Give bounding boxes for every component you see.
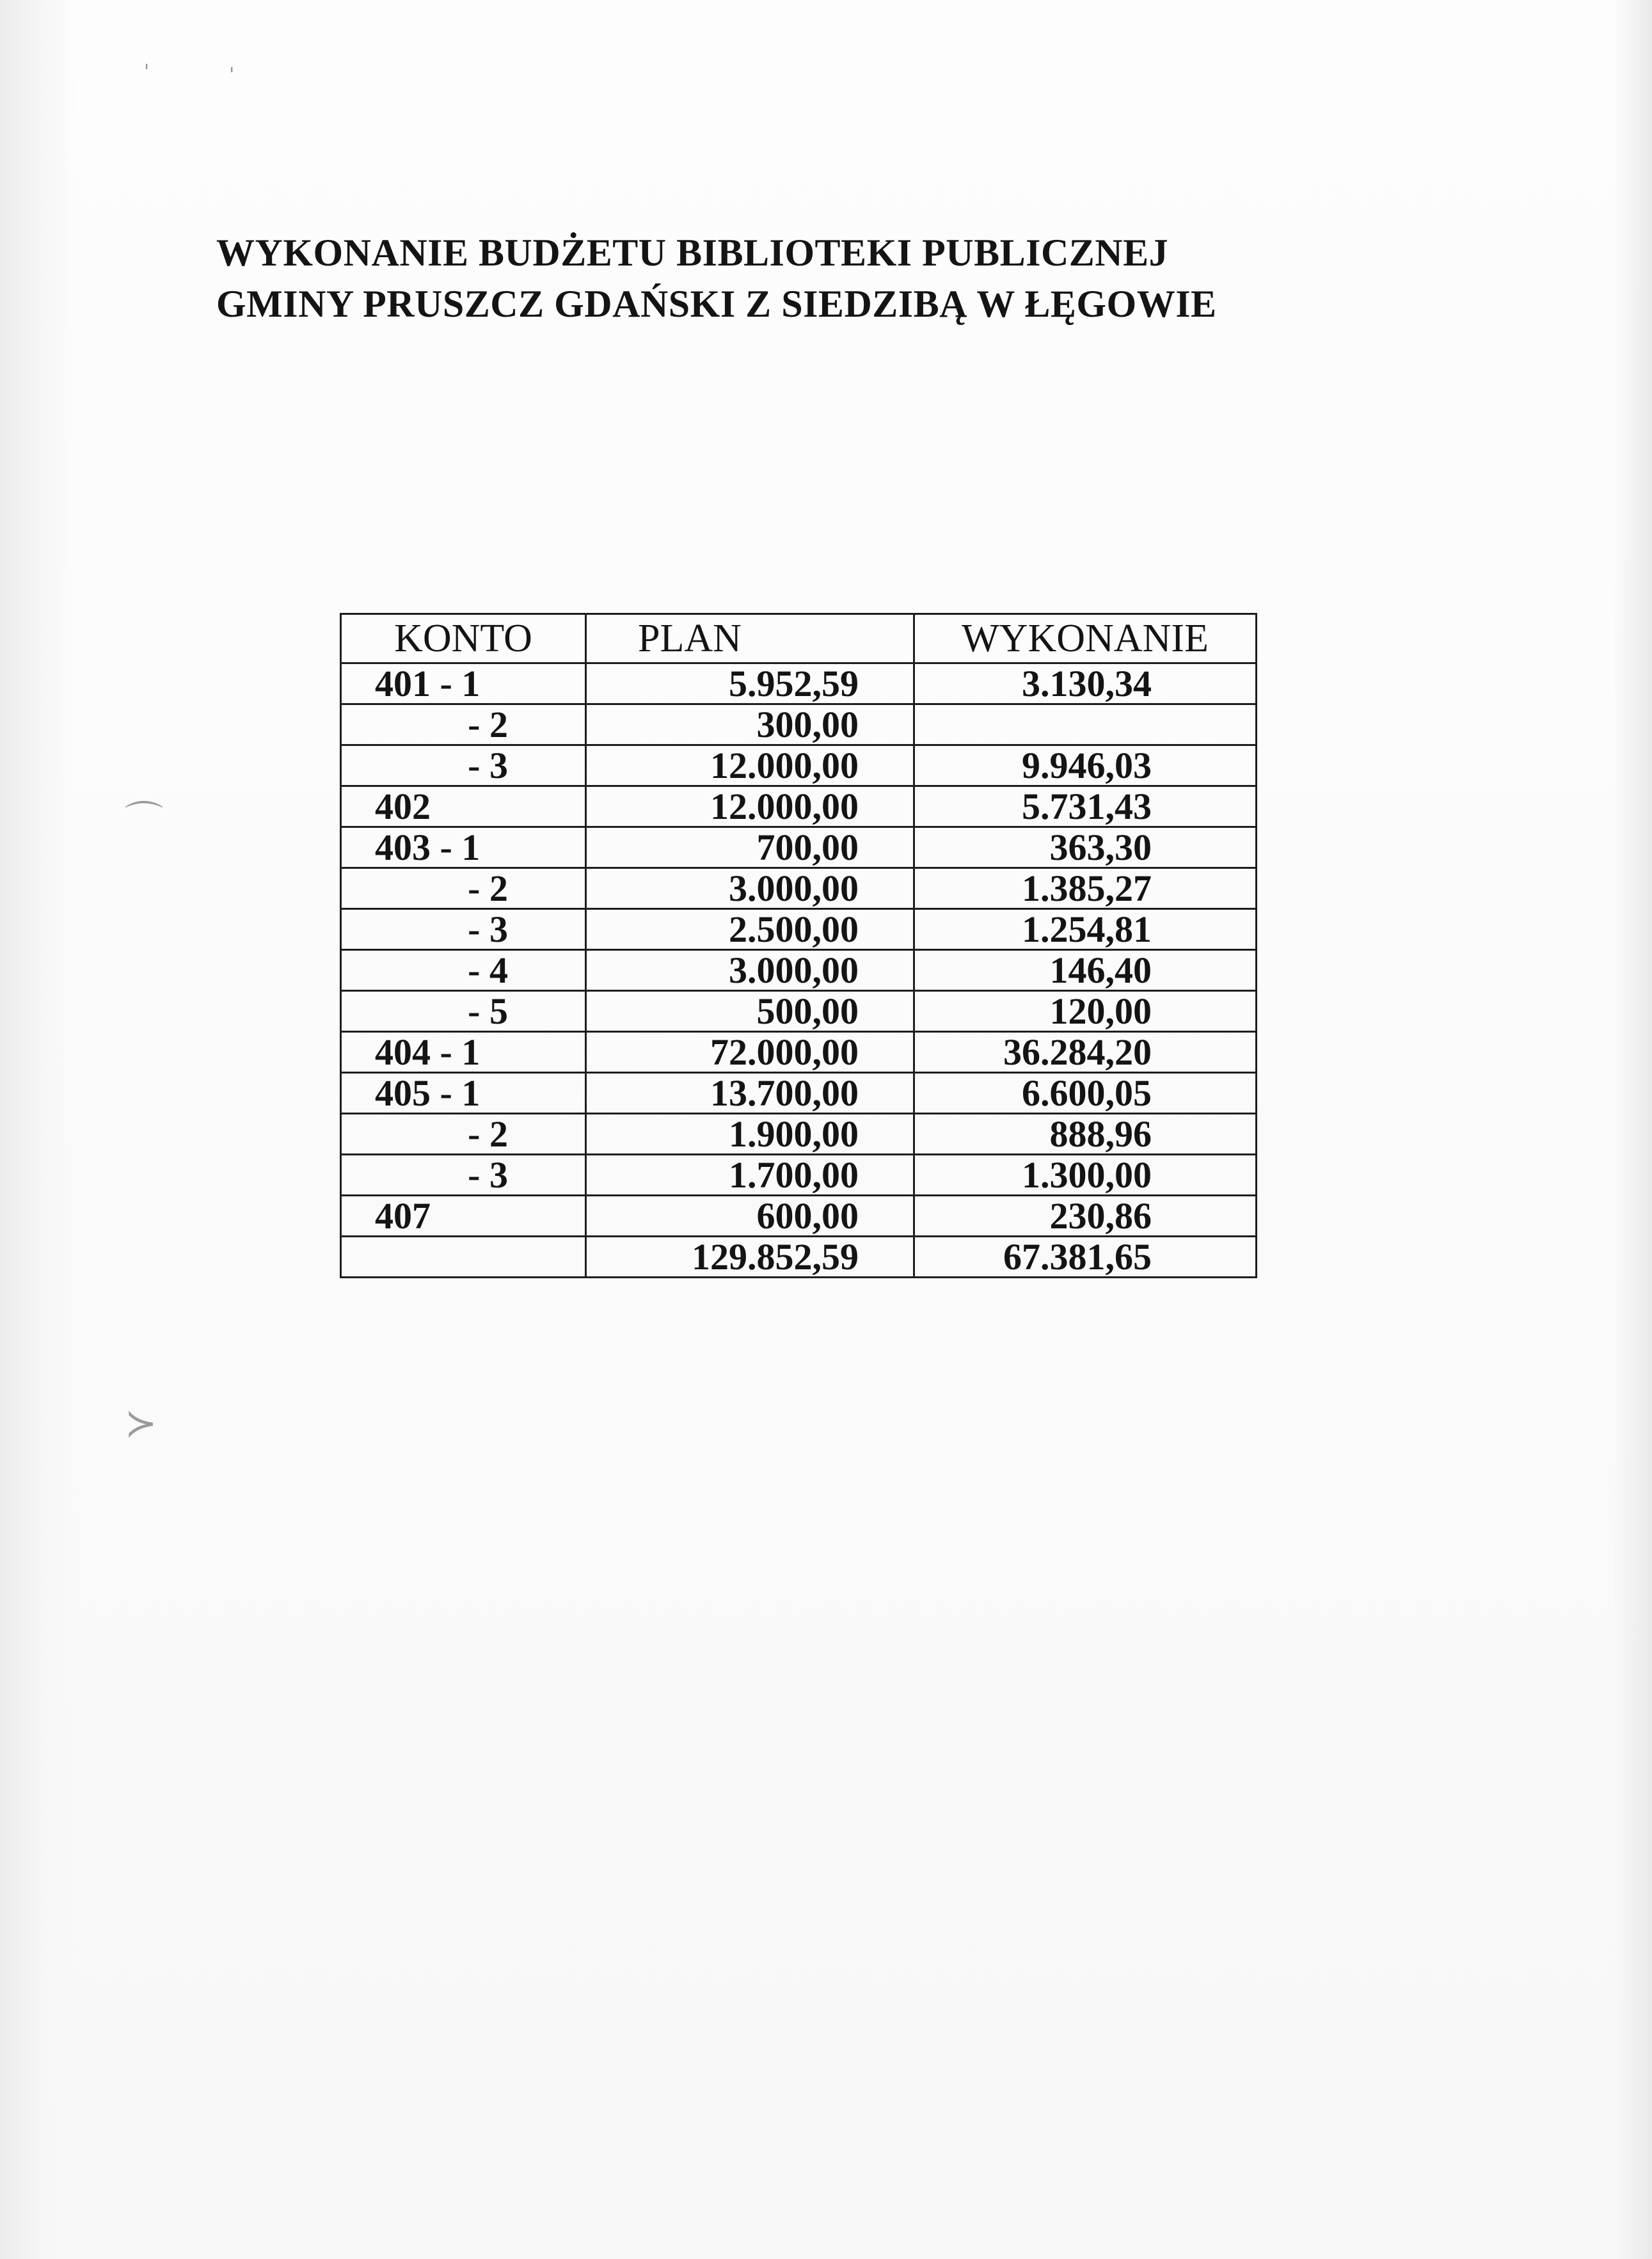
cell-plan: 1.700,00 [586, 1155, 914, 1196]
table-total-row [341, 1237, 1257, 1278]
scan-speck: ' [229, 64, 235, 86]
cell-wykonanie: 9.946,03 [914, 745, 1257, 786]
cell-plan: 1.900,00 [586, 1114, 914, 1155]
cell-wykonanie: 120,00 [914, 991, 1257, 1032]
cell-plan-total: 129.852,59 [586, 1237, 914, 1278]
cell-konto: 402 [341, 786, 586, 827]
budget-table [340, 613, 1257, 1278]
cell-konto: - 5 [341, 991, 586, 1032]
cell-konto: - 3 [341, 1155, 586, 1196]
cell-wykonanie: 1.254,81 [914, 909, 1257, 950]
cell-plan: 2.500,00 [586, 909, 914, 950]
cell-konto: - 2 [341, 868, 586, 909]
cell-plan: 72.000,00 [586, 1032, 914, 1073]
scan-edge-shadow-left [0, 0, 77, 2259]
title-line-1: WYKONANIE BUDŻETU BIBLIOTEKI PUBLICZNEJ [216, 232, 1169, 274]
header-wykonanie: WYKONANIE [914, 614, 1257, 663]
cell-wykonanie: 36.284,20 [914, 1032, 1257, 1073]
table-row [341, 1114, 1257, 1155]
cell-wykonanie: 5.731,43 [914, 786, 1257, 827]
cell-wykonanie-total: 67.381,65 [914, 1237, 1257, 1278]
cell-wykonanie: 888,96 [914, 1114, 1257, 1155]
scan-edge-shadow-right [1614, 0, 1652, 2259]
table-row [341, 1032, 1257, 1073]
table-row [341, 1196, 1257, 1237]
cell-wykonanie: 363,30 [914, 827, 1257, 868]
table-row [341, 827, 1257, 868]
document-title [216, 227, 1217, 329]
table-row [341, 1155, 1257, 1196]
scan-speck: ' [144, 61, 150, 83]
table-row [341, 663, 1257, 704]
cell-konto: - 3 [341, 745, 586, 786]
cell-plan: 3.000,00 [586, 868, 914, 909]
cell-konto: 404 - 1 [341, 1032, 586, 1073]
cell-konto: 401 - 1 [341, 663, 586, 704]
cell-wykonanie [914, 704, 1257, 745]
cell-plan: 3.000,00 [586, 950, 914, 991]
cell-konto: - 4 [341, 950, 586, 991]
title-line-2: GMINY PRUSZCZ GDAŃSKI Z SIEDZIBĄ W ŁĘGOWIE [216, 283, 1217, 325]
cell-plan: 12.000,00 [586, 745, 914, 786]
cell-plan: 12.000,00 [586, 786, 914, 827]
cell-wykonanie: 1.300,00 [914, 1155, 1257, 1196]
table-header-row [341, 614, 1257, 663]
cell-konto: - 2 [341, 1114, 586, 1155]
cell-wykonanie: 230,86 [914, 1196, 1257, 1237]
cell-plan: 600,00 [586, 1196, 914, 1237]
cell-plan: 700,00 [586, 827, 914, 868]
table-row [341, 704, 1257, 745]
table-row [341, 991, 1257, 1032]
cell-plan: 300,00 [586, 704, 914, 745]
table-row [341, 745, 1257, 786]
cell-konto: - 3 [341, 909, 586, 950]
table-row [341, 950, 1257, 991]
cell-plan: 500,00 [586, 991, 914, 1032]
cell-konto [341, 1237, 586, 1278]
header-plan: PLAN [586, 614, 914, 663]
cell-wykonanie: 146,40 [914, 950, 1257, 991]
cell-wykonanie: 1.385,27 [914, 868, 1257, 909]
cell-konto: 403 - 1 [341, 827, 586, 868]
cell-wykonanie: 6.600,05 [914, 1073, 1257, 1114]
cell-konto: 405 - 1 [341, 1073, 586, 1114]
pencil-mark: ⌒ [125, 798, 163, 843]
cell-konto: - 2 [341, 704, 586, 745]
cell-plan: 5.952,59 [586, 663, 914, 704]
cell-konto: 407 [341, 1196, 586, 1237]
pencil-mark: ≻ [125, 1401, 157, 1446]
cell-wykonanie: 3.130,34 [914, 663, 1257, 704]
table-row [341, 786, 1257, 827]
header-konto: KONTO [341, 614, 586, 663]
table-row [341, 868, 1257, 909]
table-row [341, 909, 1257, 950]
table-row [341, 1073, 1257, 1114]
cell-plan: 13.700,00 [586, 1073, 914, 1114]
